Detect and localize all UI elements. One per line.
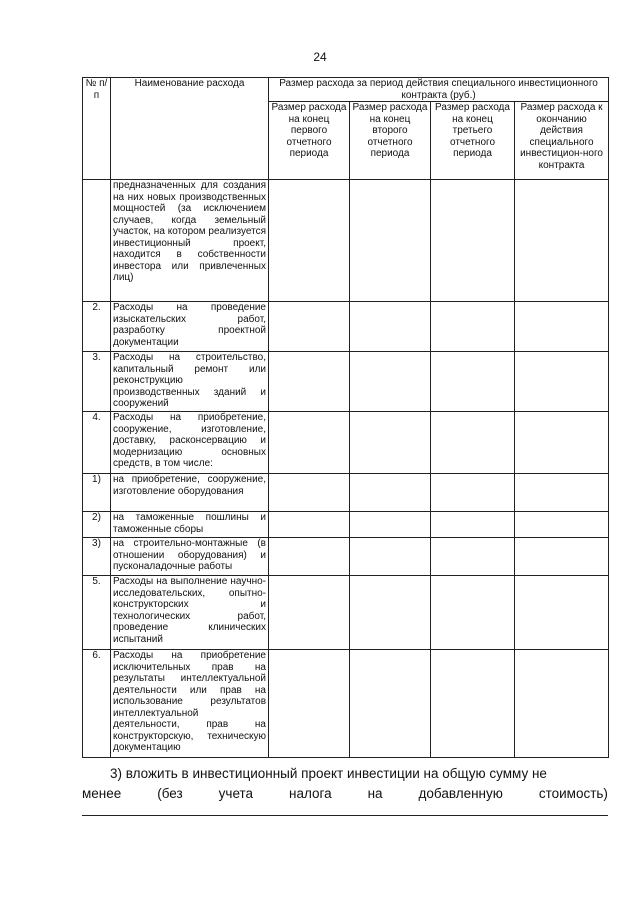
value-cell xyxy=(350,538,431,576)
row-name: Расходы на приобретение, сооружение, изготовление, доставку, расконсервацию и модернизацию основных средств, в том числе: xyxy=(111,412,269,474)
value-cell xyxy=(350,412,431,474)
value-cell xyxy=(431,538,515,576)
value-cell xyxy=(269,576,350,650)
table-row xyxy=(83,180,609,302)
value-cell xyxy=(515,412,609,474)
value-cell xyxy=(515,302,609,352)
row-name: Расходы на приобретение исключительных прав на результаты интеллектуальной деятельности или прав на использование результатов интеллектуальной деятельности, прав на конструкторскую, техническую документацию xyxy=(111,650,269,758)
row-num: 4. xyxy=(83,412,111,474)
expense-table xyxy=(82,77,609,758)
body-paragraph-line-1: 3) вложить в инвестиционный проект инвестиции на общую сумму не xyxy=(110,766,547,781)
row-name: Расходы на проведение изыскательских работ, разработку проектной документации xyxy=(111,302,269,352)
col-header-period-3: Размер расхода на конец третьего отчетного периода xyxy=(431,102,515,180)
value-cell xyxy=(269,512,350,538)
value-cell xyxy=(431,650,515,758)
col-header-num: № п/п xyxy=(83,78,111,180)
row-name: предназначенных для создания на них новых производственных мощностей (за исключением случаев, когда земельный участок, на котором реализуется инвестиционный проект, находится в собственности инвестора или привлеченных лиц) xyxy=(111,180,269,302)
value-cell xyxy=(515,576,609,650)
value-cell xyxy=(269,180,350,302)
value-cell xyxy=(350,180,431,302)
value-cell xyxy=(269,412,350,474)
row-num: 1) xyxy=(83,474,111,512)
value-cell xyxy=(515,538,609,576)
value-cell xyxy=(515,474,609,512)
row-num: 3. xyxy=(83,352,111,412)
value-cell xyxy=(350,474,431,512)
footer-rule xyxy=(82,815,608,816)
value-cell xyxy=(350,302,431,352)
row-name: на строительно-монтажные (в отношении оборудования) и пусконаладочные работы xyxy=(111,538,269,576)
header-row xyxy=(83,78,609,102)
value-cell xyxy=(431,576,515,650)
row-num: 3) xyxy=(83,538,111,576)
table-row xyxy=(83,474,609,512)
value-cell xyxy=(350,576,431,650)
value-cell xyxy=(269,474,350,512)
body-paragraph-line-2 xyxy=(82,786,608,801)
page-number: 24 xyxy=(313,50,327,64)
value-cell xyxy=(350,650,431,758)
table-row xyxy=(83,576,609,650)
value-cell xyxy=(269,650,350,758)
row-num: 2. xyxy=(83,302,111,352)
value-cell xyxy=(350,512,431,538)
paragraph-word: стоимость) xyxy=(538,786,608,801)
value-cell xyxy=(431,412,515,474)
value-cell xyxy=(515,512,609,538)
value-cell xyxy=(431,180,515,302)
value-cell xyxy=(515,352,609,412)
row-name: на таможенные пошлины и таможенные сборы xyxy=(111,512,269,538)
col-header-period-1: Размер расхода на конец первого отчетного периода xyxy=(269,102,350,180)
paragraph-word: налога xyxy=(289,786,332,801)
paragraph-word: менее xyxy=(82,786,122,801)
table-row xyxy=(83,302,609,352)
value-cell xyxy=(431,474,515,512)
value-cell xyxy=(350,352,431,412)
col-header-name: Наименование расхода xyxy=(111,78,269,180)
row-name: на приобретение, сооружение, изготовление оборудования xyxy=(111,474,269,512)
row-name: Расходы на строительство, капитальный ремонт или реконструкцию производственных зданий и сооружений xyxy=(111,352,269,412)
value-cell xyxy=(269,352,350,412)
paragraph-word: на xyxy=(367,786,383,801)
row-num: 5. xyxy=(83,576,111,650)
row-num: 2) xyxy=(83,512,111,538)
col-header-period-2: Размер расхода на конец второго отчетного периода xyxy=(350,102,431,180)
value-cell xyxy=(431,302,515,352)
value-cell xyxy=(269,302,350,352)
table-row xyxy=(83,412,609,474)
row-num xyxy=(83,180,111,302)
col-header-period-group: Размер расхода за период действия специального инвестиционного контракта (руб.) xyxy=(269,78,609,102)
col-header-period-end: Размер расхода к окончанию действия специального инвестицион-ного контракта xyxy=(515,102,609,180)
value-cell xyxy=(269,538,350,576)
table-row xyxy=(83,352,609,412)
paragraph-word: (без xyxy=(157,786,183,801)
table-row xyxy=(83,650,609,758)
value-cell xyxy=(431,352,515,412)
value-cell xyxy=(515,180,609,302)
table-row xyxy=(83,512,609,538)
table-row xyxy=(83,538,609,576)
value-cell xyxy=(515,650,609,758)
value-cell xyxy=(431,512,515,538)
paragraph-word: учета xyxy=(218,786,254,801)
paragraph-word: добавленную xyxy=(418,786,503,801)
row-name: Расходы на выполнение научно-исследовательских, опытно-конструкторских и технологических работ, проведение клинических испытаний xyxy=(111,576,269,650)
row-num: 6. xyxy=(83,650,111,758)
